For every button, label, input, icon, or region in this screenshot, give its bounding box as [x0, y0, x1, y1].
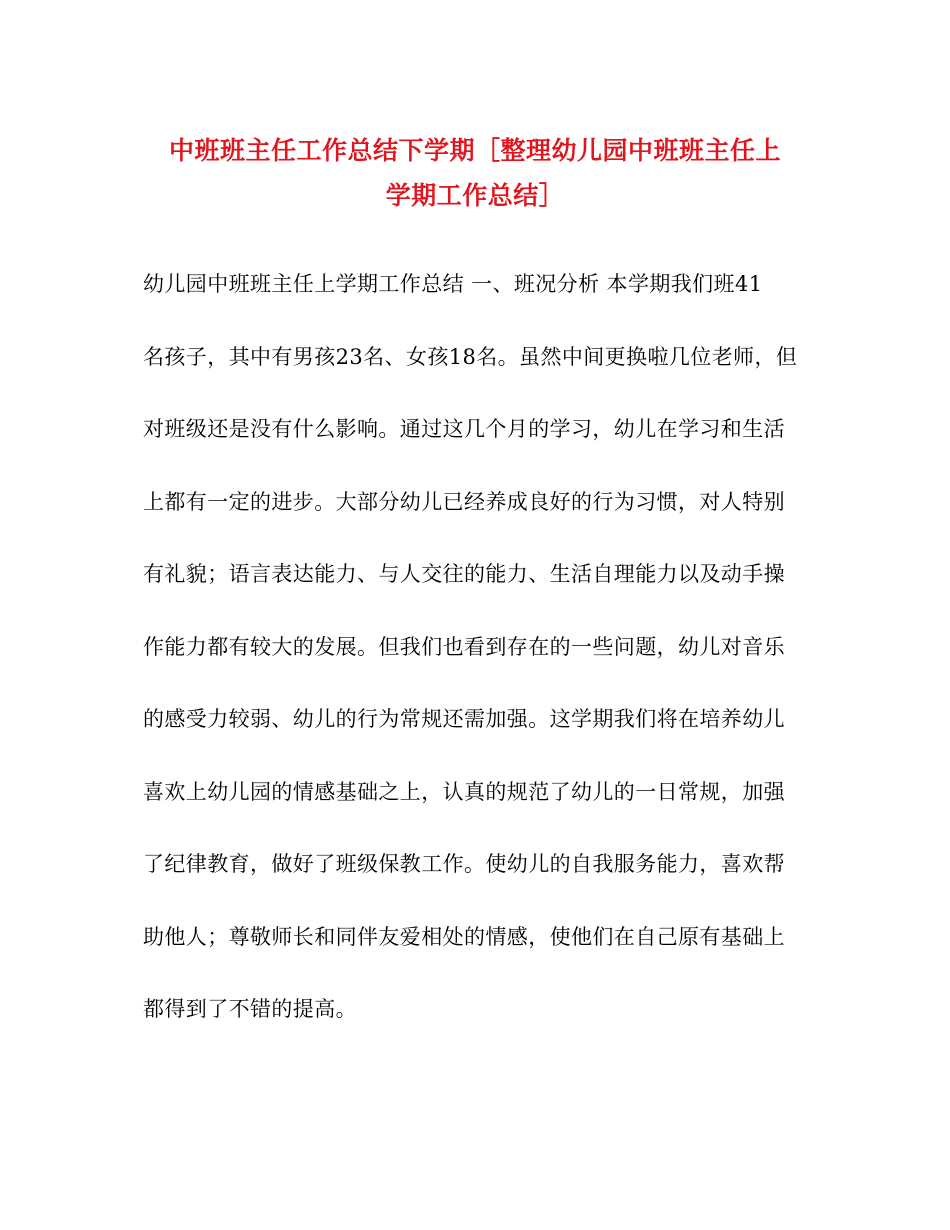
title-line-1: 中班班主任工作总结下学期［整理幼儿园中班班主任上 [168, 136, 781, 165]
body-line-2: 名孩子，其中有男孩23名、女孩18名。虽然中间更换啦几位老师，但 [143, 344, 798, 369]
body-line-4: 上都有一定的进步。大部分幼儿已经养成良好的行为习惯，对人特别 [143, 489, 785, 514]
body-line-11: 都得到了不错的提高。 [143, 997, 357, 1021]
title-line-2: 学期工作总结］ [385, 181, 565, 210]
body-line-1: 幼儿园中班班主任上学期工作总结 一、班况分析 本学期我们班41 [143, 272, 763, 296]
body-line-10: 助他人；尊敬师长和同伴友爱相处的情感，使他们在自己原有基础上 [143, 924, 785, 949]
document-body [143, 264, 823, 1062]
document-title [100, 128, 850, 218]
body-line-8: 喜欢上幼儿园的情感基础之上，认真的规范了幼儿的一日常规，加强 [143, 779, 785, 804]
body-line-9: 了纪律教育，做好了班级保教工作。使幼儿的自我服务能力，喜欢帮 [143, 852, 785, 876]
body-line-6: 作能力都有较大的发展。但我们也看到存在的一些问题，幼儿对音乐 [143, 634, 785, 659]
body-line-5: 有礼貌；语言表达能力、与人交往的能力、生活自理能力以及动手操 [143, 562, 785, 586]
body-line-7: 的感受力较弱、幼儿的行为常规还需加强。这学期我们将在培养幼儿 [143, 707, 785, 731]
body-line-3: 对班级还是没有什么影响。通过这几个月的学习，幼儿在学习和生活 [143, 417, 785, 441]
